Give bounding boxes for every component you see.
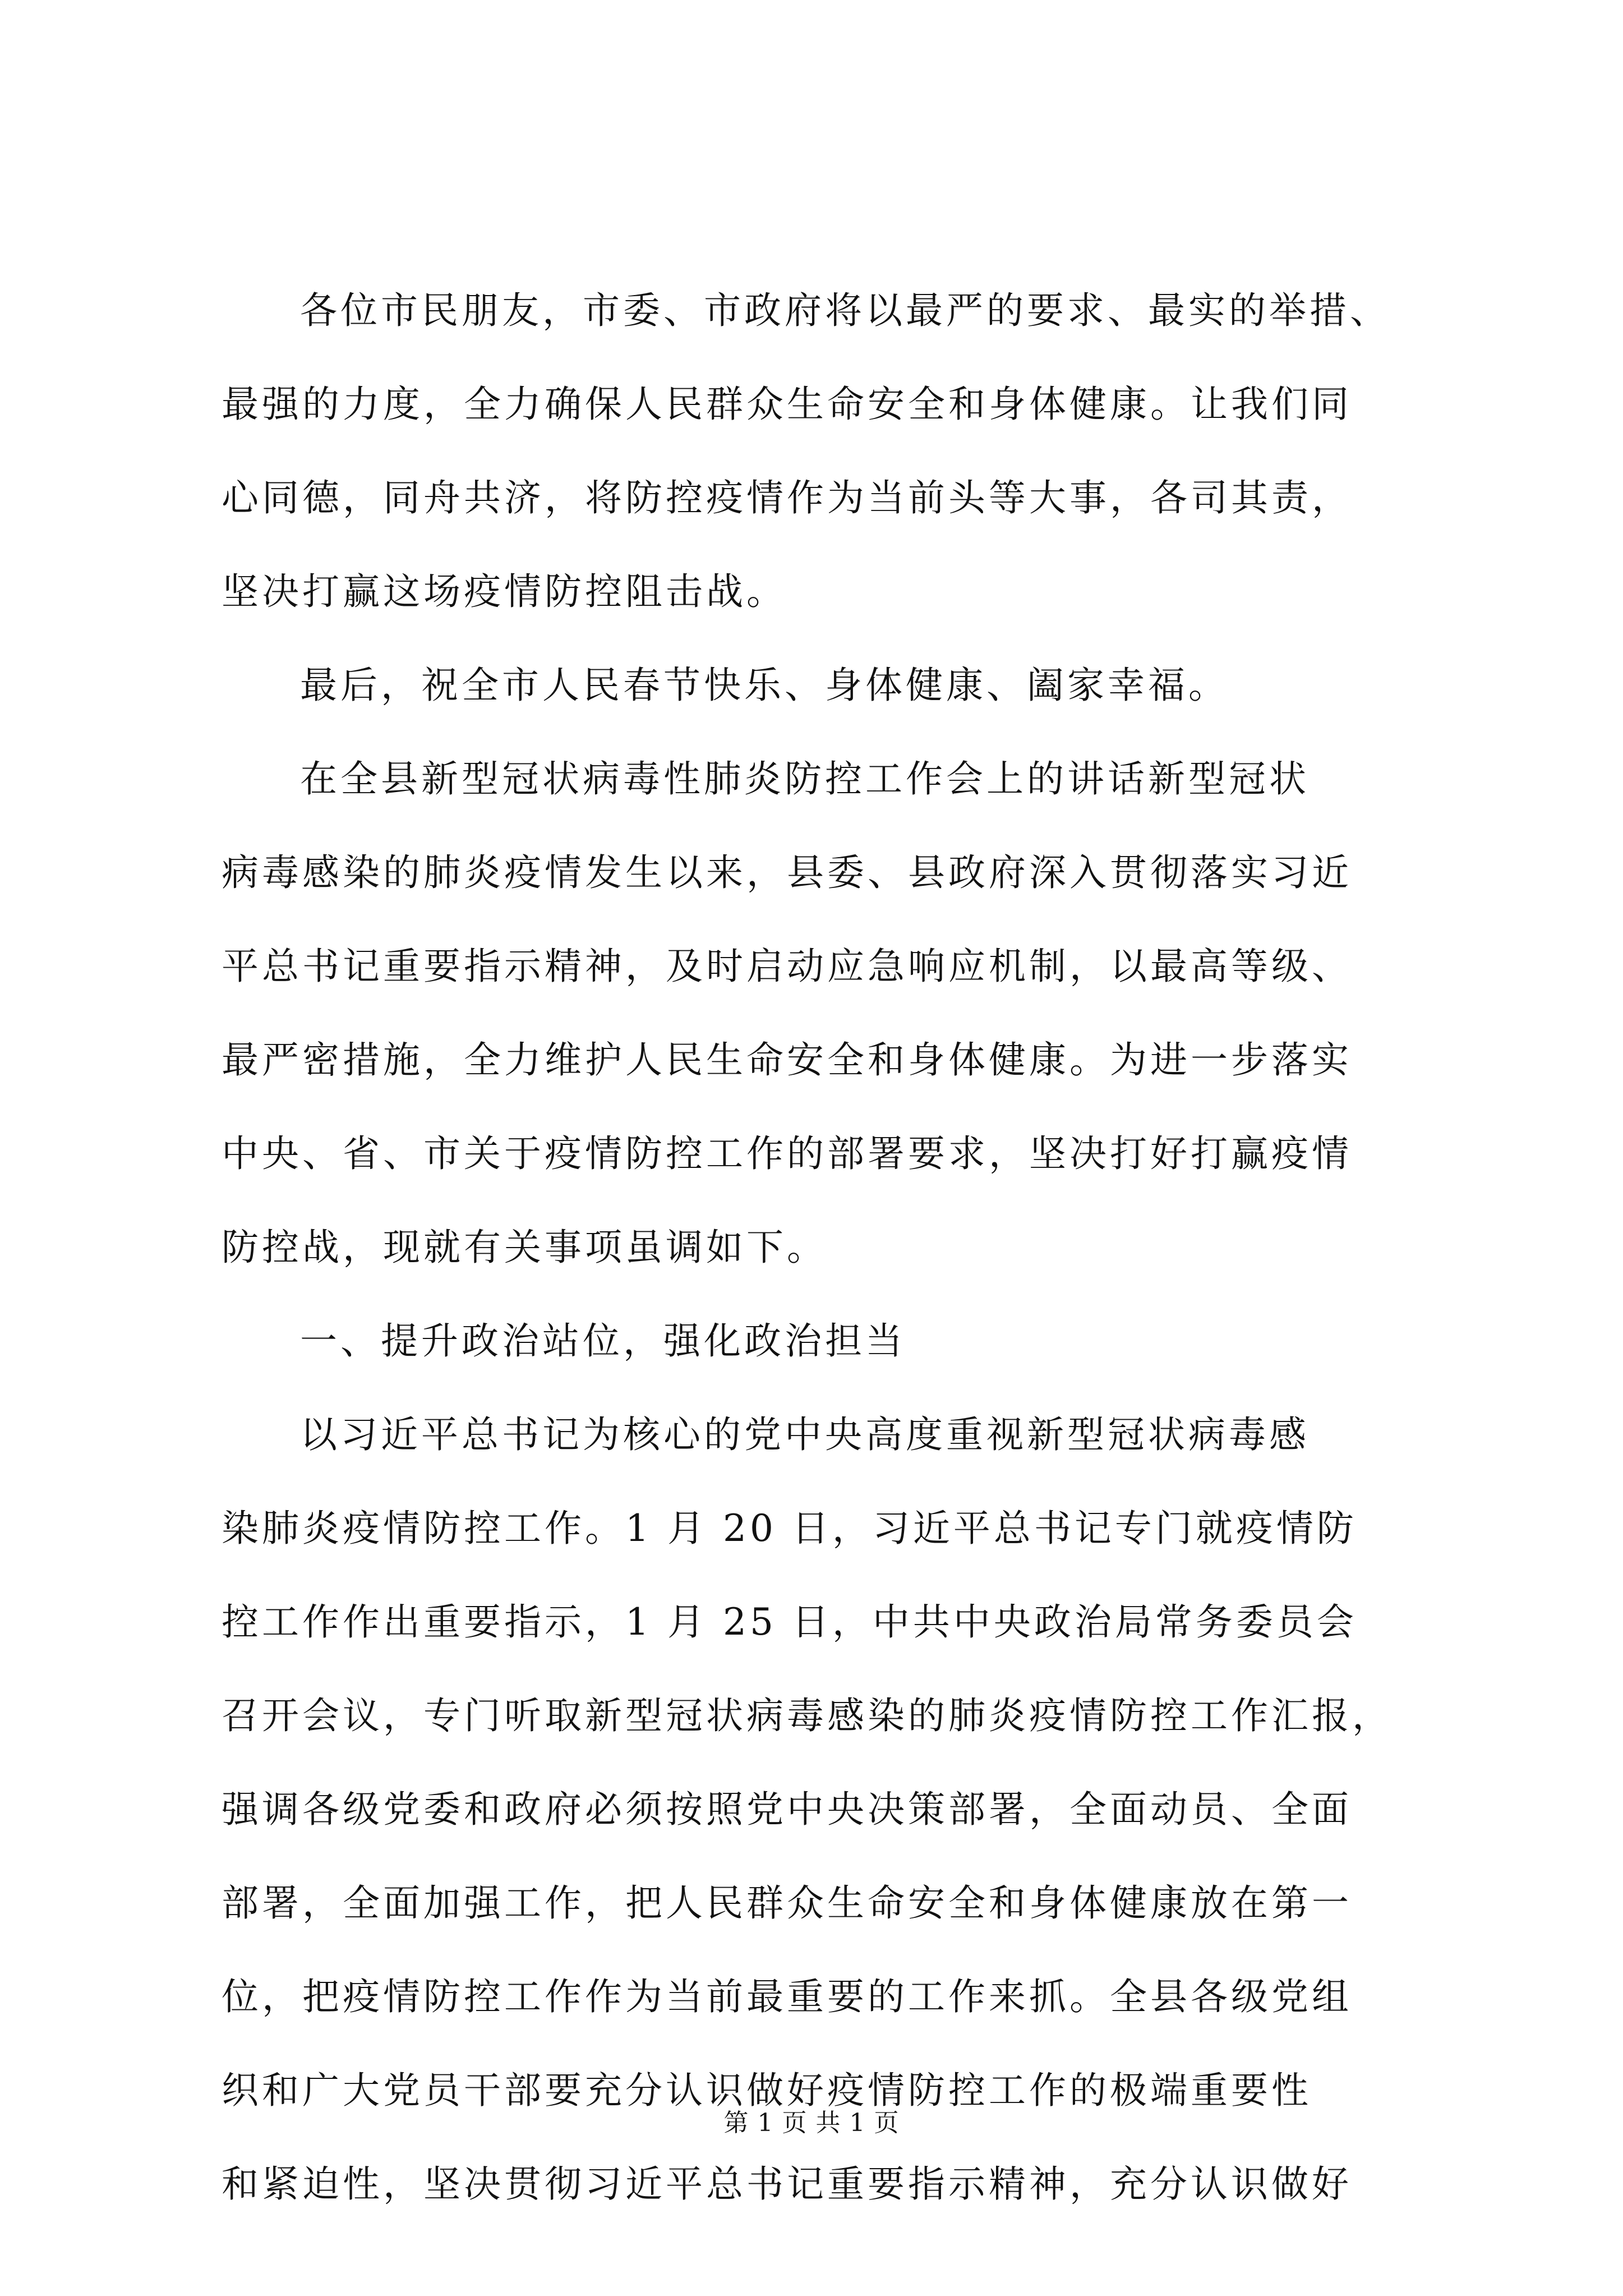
text-line: 织和广大党员干部要充分认识做好疫情防控工作的极端重要性 <box>222 2069 1312 2112</box>
text-line: 防控战，现就有关事项虽调如下。 <box>222 1226 827 1269</box>
text-line: 最严密措施，全力维护人民生命安全和身体健康。为进一步落实 <box>222 1038 1352 1082</box>
text-line: 病毒感染的肺炎疫情发生以来，县委、县政府深入贯彻落实习近 <box>222 851 1352 894</box>
text-line: 在全县新型冠状病毒性肺炎防控工作会上的讲话新型冠状 <box>300 757 1310 800</box>
text-line: 坚决打赢这场疫情防控阻击战。 <box>222 570 787 613</box>
text-line: 和紧迫性，坚决贯彻习近平总书记重要指示精神，充分认识做好 <box>222 2162 1352 2206</box>
document-body <box>222 264 1422 2231</box>
page-footer: 第 1 页 共 1 页 <box>723 2109 900 2137</box>
text-line: 平总书记重要指示精神，及时启动应急响应机制，以最高等级、 <box>222 945 1352 988</box>
text-line: 召开会议，专门听取新型冠状病毒感染的肺炎疫情防控工作汇报， <box>222 1694 1393 1737</box>
text-line: 心同德，同舟共济，将防控疫情作为当前头等大事，各司其责， <box>222 476 1352 519</box>
text-line: 部署，全面加强工作，把人民群众生命安全和身体健康放在第一 <box>222 1881 1352 1925</box>
text-line: 最强的力度，全力确保人民群众生命安全和身体健康。让我们同 <box>222 383 1352 426</box>
text-line: 一、提升政治站位，强化政治担当 <box>300 1319 906 1363</box>
text-line: 中央、省、市关于疫情防控工作的部署要求，坚决打好打赢疫情 <box>222 1132 1352 1175</box>
text-line: 强调各级党委和政府必须按照党中央决策部署，全面动员、全面 <box>222 1788 1352 1831</box>
text-line: 各位市民朋友，市委、市政府将以最严的要求、最实的举措、 <box>300 289 1390 332</box>
text-line: 染肺炎疫情防控工作。1 月 20 日，习近平总书记专门就疫情防 <box>222 1507 1357 1550</box>
text-line: 位，把疫情防控工作作为当前最重要的工作来抓。全县各级党组 <box>222 1975 1352 2018</box>
text-line: 控工作作出重要指示，1 月 25 日，中共中央政治局常务委员会 <box>222 1600 1357 1644</box>
text-line: 最后，祝全市人民春节快乐、身体健康、阖家幸福。 <box>300 664 1229 707</box>
text-line: 以习近平总书记为核心的党中央高度重视新型冠状病毒感 <box>300 1413 1310 1456</box>
